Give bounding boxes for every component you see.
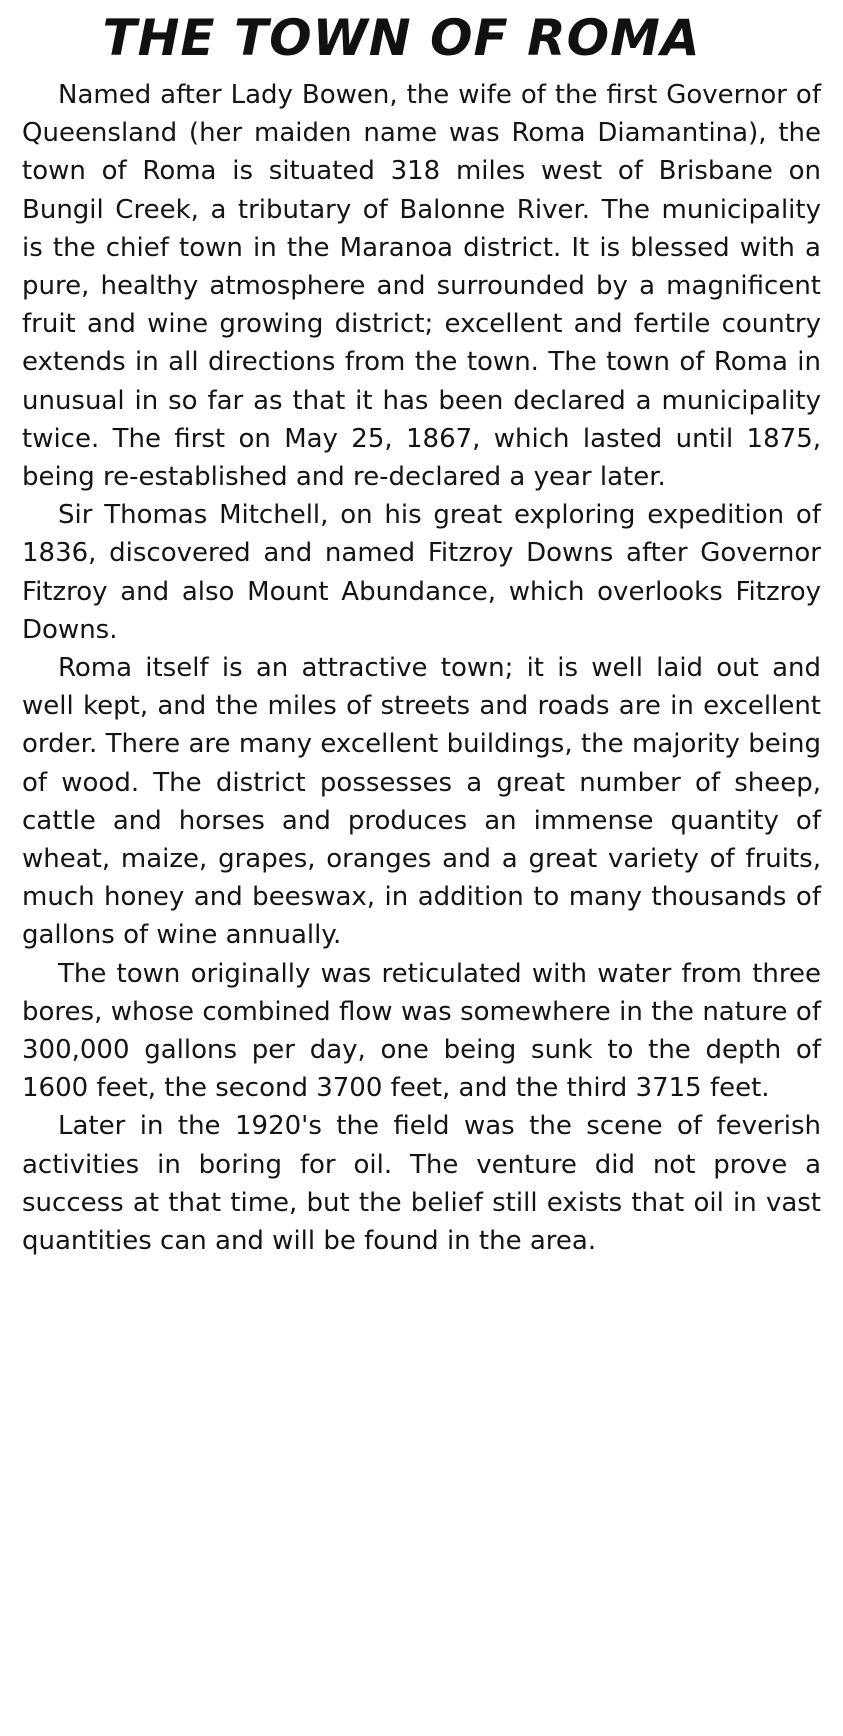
- paragraph-mitchell-expedition: Sir Thomas Mitchell, on his great exploring expedition of 1836, discovered and named Fitzroy Downs after Governor Fitzroy and also Mount Abundance, which overlooks Fitzroy Downs.: [22, 500, 821, 645]
- paragraph-oil-boring: Later in the 1920's the field was the scene of feverish activities in boring for oil. The venture did not prove a success at that time, but the belief still exists that oil in vast quantities can and will be found in the area.: [22, 1111, 821, 1257]
- paragraph-naming-and-location: Named after Lady Bowen, the wife of the first Governor of Queensland (her maiden name was Roma Diamantina), the town of Roma is situated 318 miles west of Brisbane on Bungil Creek, a tributary of Balonne River. The municipality is the chief town in the Maranoa district. It is blessed with a pure, healthy atmosphere and surrounded by a magnificent fruit and wine growing district; excellent and fertile country extends in all directions from the town. The town of Roma in unusual in so far as that it has been declared a municipality twice. The first on May 25, 1867, which lasted until 1875, being re-established and re-declared a year later.: [22, 80, 821, 493]
- article-title: THE TOWN OF ROMA: [102, 9, 701, 67]
- paragraph-town-description: Roma itself is an attractive town; it is well laid out and well kept, and the miles of streets and roads are in excellent order. There are many excellent buildings, the majority being of wood. The district possesses a great number of sheep, cattle and horses and produces an immense quantity of wheat, maize, grapes, oranges and a great variety of fruits, much honey and beeswax, in addition to many thousands of gallons of wine annually.: [22, 653, 821, 951]
- article-body: [22, 76, 821, 1260]
- paragraph-water-bores: The town originally was reticulated with water from three bores, whose combined flow was somewhere in the nature of 300,000 gallons per day, one being sunk to the depth of 1600 feet, the second 3700 feet, and the third 3715 feet.: [22, 958, 821, 1104]
